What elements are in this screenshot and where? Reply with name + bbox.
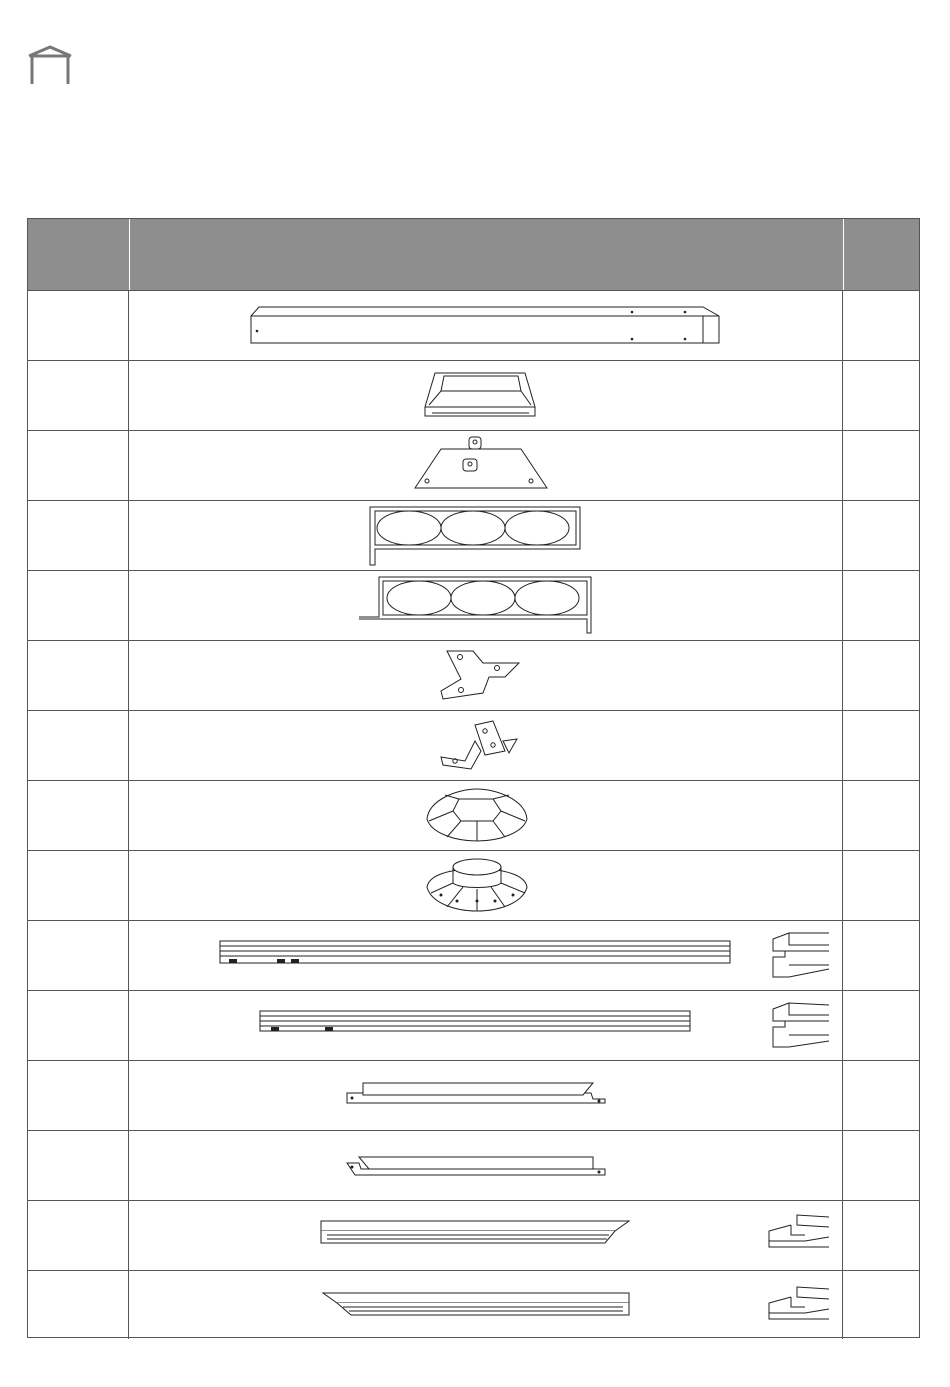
part-number [28,1201,129,1270]
table-row [28,1060,919,1130]
table-row [28,780,919,850]
table-row [28,710,919,780]
table-row [28,920,919,990]
quantity [843,641,921,710]
part-number [28,711,129,780]
quantity [843,1131,921,1200]
table-row [28,1270,919,1338]
quantity [843,991,921,1060]
bracket-b-icon [129,711,843,780]
part-number [28,1271,129,1338]
part-number [28,781,129,850]
quantity [843,1201,921,1270]
quantity [843,711,921,780]
table-header [28,219,919,290]
table-row [28,850,919,920]
table-row [28,990,919,1060]
quantity [843,1061,921,1130]
table-row [28,1200,919,1270]
roof-cap-icon [129,781,843,850]
part-number [28,431,129,500]
part-number [28,1131,129,1200]
part-number [28,921,129,990]
table-row [28,360,919,430]
gutter-a-icon [129,1201,843,1270]
quantity [843,781,921,850]
quantity [843,501,921,570]
quantity [843,921,921,990]
gutter-b-icon [129,1271,843,1338]
part-number [28,571,129,640]
part-number [28,501,129,570]
part-number [28,291,129,360]
channel-short-icon [129,991,843,1060]
channel-long-icon [129,921,843,990]
post-cap-icon [129,361,843,430]
table-row [28,570,919,640]
part-number [28,641,129,710]
quantity [843,361,921,430]
part-number [28,851,129,920]
table-row [28,500,919,570]
house-outline-icon [26,44,74,86]
part-number [28,361,129,430]
table-row [28,640,919,710]
table-row [28,1130,919,1200]
quantity [843,851,921,920]
part-number [28,991,129,1060]
quantity [843,291,921,360]
rafter-b-icon [129,1131,843,1200]
table-row [28,290,919,360]
table-row [28,430,919,500]
decorative-panel-right-icon [129,571,843,640]
decorative-panel-left-icon [129,501,843,570]
base-plate-icon [129,431,843,500]
rafter-a-icon [129,1061,843,1130]
quantity [843,1271,921,1338]
parts-table [27,218,920,1338]
quantity [843,431,921,500]
post-beam-icon [129,291,843,360]
bracket-a-icon [129,641,843,710]
part-number [28,1061,129,1130]
roof-collar-icon [129,851,843,920]
quantity [843,571,921,640]
